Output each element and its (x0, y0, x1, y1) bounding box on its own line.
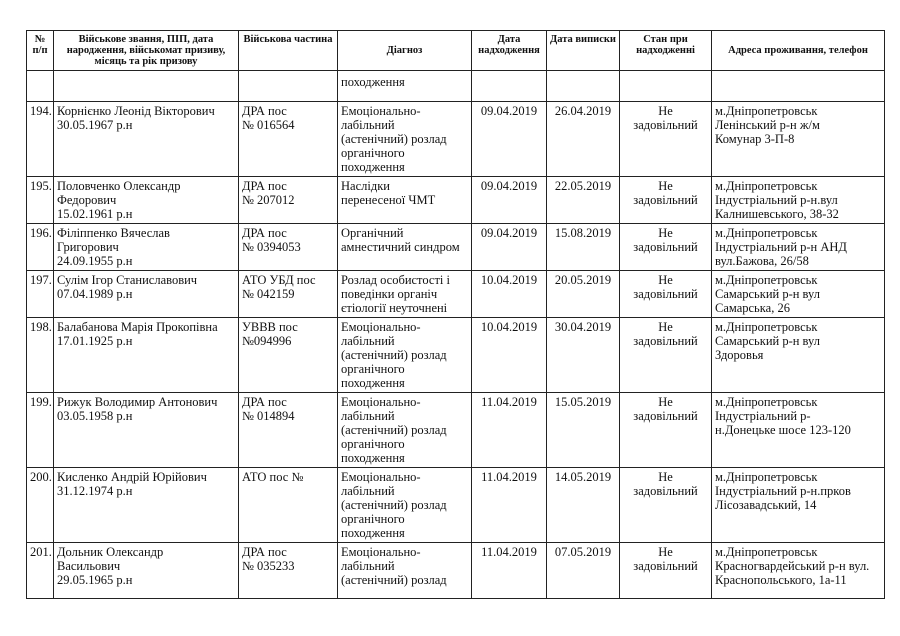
diagnosis: Наслідки перенесеної ЧМТ (341, 179, 436, 207)
admission-status-cell (620, 177, 712, 224)
military-unit: ДРА пос № 207012 (242, 179, 295, 207)
address: м.Дніпропетровськ Індустріальний р-н.прков Лісозавадський, 14 (715, 470, 851, 512)
continuation-admitted (472, 71, 547, 102)
admission-date-cell (472, 318, 547, 393)
address-cell (712, 468, 885, 543)
military-unit: ДРА пос № 0394053 (242, 226, 301, 254)
row-number: 199. (30, 395, 52, 409)
row-number-cell (27, 271, 54, 318)
address: м.Дніпропетровськ Індустріальний р-н АНД вул.Бажова, 26/58 (715, 226, 847, 268)
diagnosis: Емоціонально- лабільний (астенічний) розлад органічного походження (341, 320, 447, 390)
continuation-name (54, 71, 239, 102)
row-number-cell (27, 224, 54, 271)
admission-status-cell (620, 318, 712, 393)
row-number: 198. (30, 320, 52, 334)
military-unit-cell (239, 543, 338, 599)
soldier-name: Рижук Володимир Антонович 03.05.1958 р.н (57, 395, 218, 423)
row-number: 195. (30, 179, 52, 193)
soldier-name: Балабанова Марія Прокопівна 17.01.1925 р.н (57, 320, 218, 348)
continuation-diagnosis: походження (338, 71, 472, 102)
military-unit: УВВВ пос №094996 (242, 320, 298, 348)
admission-date: 09.04.2019 (480, 104, 538, 118)
admission-date-cell (472, 271, 547, 318)
admission-status: Не задовільний (633, 226, 698, 254)
row-number: 200. (30, 470, 52, 484)
table-row (27, 102, 885, 177)
discharge-date-cell (547, 543, 620, 599)
military-unit-cell (239, 271, 338, 318)
table-row (27, 224, 885, 271)
soldier-name-cell (54, 271, 239, 318)
admission-date: 11.04.2019 (481, 545, 537, 559)
discharge-date: 30.04.2019 (554, 320, 612, 334)
continuation-unit (239, 71, 338, 102)
row-number-cell (27, 318, 54, 393)
address: м.Дніпропетровськ Самарський р-н вул Самарська, 26 (715, 273, 820, 315)
diagnosis-cell (338, 393, 472, 468)
address: м.Дніпропетровськ Індустріальний р- н.Донецьке шосе 123-120 (715, 395, 851, 437)
military-unit-cell (239, 224, 338, 271)
admission-status-cell (620, 271, 712, 318)
diagnosis-cell (338, 543, 472, 599)
admission-status: Не задовільний (633, 104, 698, 132)
discharge-date: 07.05.2019 (554, 545, 612, 559)
admission-date-cell (472, 543, 547, 599)
continuation-discharged (547, 71, 620, 102)
soldier-name: Половченко Олександр Федорович 15.02.1961 р.н (57, 179, 181, 221)
header-admitted: Дата надходження (472, 31, 547, 71)
diagnosis-cell (338, 224, 472, 271)
soldier-name-cell (54, 318, 239, 393)
discharge-date: 26.04.2019 (554, 104, 612, 118)
document-page (26, 30, 884, 599)
soldier-name: Філіппенко Вячеслав Григорович 24.09.1955 р.н (57, 226, 170, 268)
continuation-address (712, 71, 885, 102)
address: м.Дніпропетровськ Красногвардейський р-н вул. Краснопольського, 1а-11 (715, 545, 870, 587)
address-cell (712, 393, 885, 468)
soldier-name: Сулім Ігор Станиславович 07.04.1989 р.н (57, 273, 198, 301)
soldier-name-cell (54, 468, 239, 543)
soldier-name-cell (54, 177, 239, 224)
header-diagnosis: Діагноз (338, 31, 472, 71)
admission-date-cell (472, 177, 547, 224)
address-cell (712, 224, 885, 271)
address-cell (712, 102, 885, 177)
address-cell (712, 543, 885, 599)
soldier-name: Корнієнко Леонід Вікторович 30.05.1967 р.н (57, 104, 215, 132)
military-unit: АТО пос № (242, 470, 304, 484)
table-row (27, 271, 885, 318)
row-number-cell (27, 468, 54, 543)
military-unit: ДРА пос № 016564 (242, 104, 295, 132)
diagnosis-cell (338, 468, 472, 543)
discharge-date: 22.05.2019 (554, 179, 612, 193)
admission-date: 11.04.2019 (481, 395, 537, 409)
soldier-name-cell (54, 393, 239, 468)
table-row (27, 543, 885, 599)
continuation-num (27, 71, 54, 102)
soldier-name: Кисленко Андрій Юрійович 31.12.1974 р.н (57, 470, 207, 498)
row-number: 197. (30, 273, 52, 287)
admission-status-cell (620, 102, 712, 177)
header-num: № п/п (27, 31, 54, 71)
admission-date-cell (472, 468, 547, 543)
admission-status: Не задовільний (633, 395, 698, 423)
address-cell (712, 318, 885, 393)
military-unit-cell (239, 393, 338, 468)
military-unit: АТО УБД пос № 042159 (242, 273, 316, 301)
soldier-name-cell (54, 543, 239, 599)
military-unit-cell (239, 102, 338, 177)
discharge-date-cell (547, 224, 620, 271)
admission-date-cell (472, 393, 547, 468)
row-number-cell (27, 102, 54, 177)
address: м.Дніпропетровськ Ленінський р-н ж/м Комунар 3-П-8 (715, 104, 820, 146)
discharge-date-cell (547, 393, 620, 468)
diagnosis-cell (338, 102, 472, 177)
discharge-date-cell (547, 177, 620, 224)
admission-status-cell (620, 543, 712, 599)
row-number-cell (27, 393, 54, 468)
discharge-date-cell (547, 468, 620, 543)
row-number: 201. (30, 545, 52, 559)
diagnosis: Емоціонально- лабільний (астенічний) розлад (341, 545, 447, 587)
admission-date: 09.04.2019 (480, 226, 538, 240)
diagnosis: Емоціонально- лабільний (астенічний) розлад органічного походження (341, 470, 447, 540)
soldier-name-cell (54, 224, 239, 271)
military-unit-cell (239, 318, 338, 393)
admission-status-cell (620, 393, 712, 468)
diagnosis-cell (338, 318, 472, 393)
address-cell (712, 271, 885, 318)
address-cell (712, 177, 885, 224)
admission-status: Не задовільний (633, 470, 698, 498)
table-row (27, 393, 885, 468)
admission-date-cell (472, 102, 547, 177)
admission-date-cell (472, 224, 547, 271)
header-rank: Військове звання, ПІП, дата народження, військомат призиву, місяць та рік призову (54, 31, 239, 71)
diagnosis: Емоціонально- лабільний (астенічний) розлад органічного походження (341, 395, 447, 465)
table-row (27, 468, 885, 543)
military-unit-cell (239, 468, 338, 543)
discharge-date-cell (547, 271, 620, 318)
admission-status: Не задовільний (633, 320, 698, 348)
header-discharged: Дата виписки (547, 31, 620, 71)
admission-status: Не задовільний (633, 273, 698, 301)
header-address: Адреса проживання, телефон (712, 31, 885, 71)
discharge-date: 15.05.2019 (554, 395, 612, 409)
diagnosis-cell (338, 271, 472, 318)
continuation-row (27, 71, 885, 102)
admission-date: 10.04.2019 (480, 273, 538, 287)
register-table (26, 30, 885, 599)
diagnosis: Органічний амнестичний синдром (341, 226, 460, 254)
row-number-cell (27, 177, 54, 224)
continuation-status (620, 71, 712, 102)
admission-status-cell (620, 224, 712, 271)
discharge-date-cell (547, 102, 620, 177)
header-status: Стан при надходженні (620, 31, 712, 71)
soldier-name: Дольник Олександр Васильович 29.05.1965 р.н (57, 545, 164, 587)
admission-status: Не задовільний (633, 179, 698, 207)
diagnosis-cell (338, 177, 472, 224)
admission-status: Не задовільний (633, 545, 698, 573)
header-row (27, 31, 885, 71)
soldier-name-cell (54, 102, 239, 177)
row-number-cell (27, 543, 54, 599)
discharge-date: 20.05.2019 (554, 273, 612, 287)
military-unit: ДРА пос № 014894 (242, 395, 295, 423)
header-unit: Військова частина (239, 31, 338, 71)
diagnosis: Емоціонально- лабільний (астенічний) розлад органічного походження (341, 104, 447, 174)
military-unit: ДРА пос № 035233 (242, 545, 295, 573)
diagnosis: Розлад особистості і поведінки органіч єтіології неуточнені (341, 273, 450, 315)
address: м.Дніпропетровськ Індустріальний р-н.вул Калнишевського, 38-32 (715, 179, 839, 221)
admission-date: 10.04.2019 (480, 320, 538, 334)
military-unit-cell (239, 177, 338, 224)
discharge-date: 14.05.2019 (554, 470, 612, 484)
admission-date: 09.04.2019 (480, 179, 538, 193)
table-row (27, 318, 885, 393)
row-number: 194. (30, 104, 52, 118)
discharge-date: 15.08.2019 (554, 226, 612, 240)
admission-date: 11.04.2019 (481, 470, 537, 484)
discharge-date-cell (547, 318, 620, 393)
address: м.Дніпропетровськ Самарський р-н вул Здоровья (715, 320, 820, 362)
admission-status-cell (620, 468, 712, 543)
row-number: 196. (30, 226, 52, 240)
table-row (27, 177, 885, 224)
